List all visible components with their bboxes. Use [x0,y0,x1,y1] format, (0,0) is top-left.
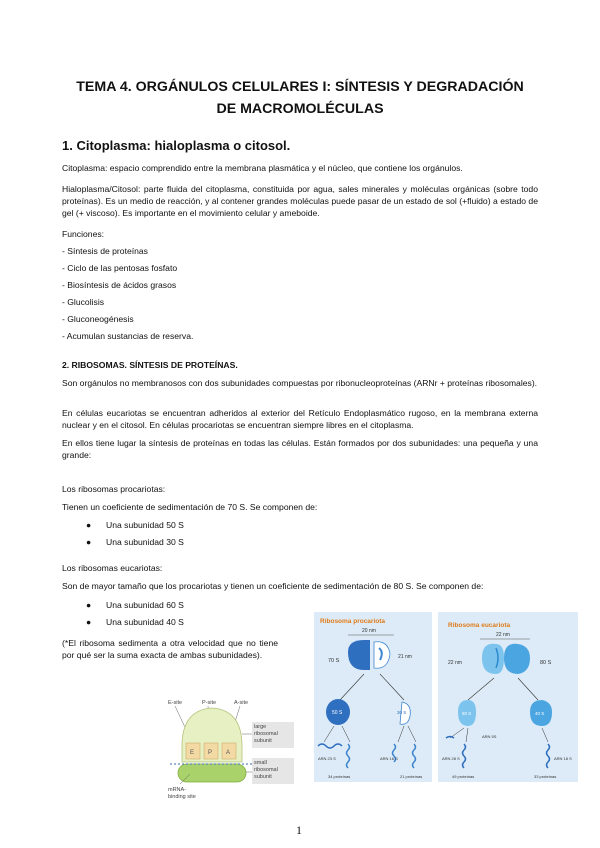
prok-large: 50 S [332,710,343,716]
note: (*El ribosoma sedimenta a otra velocidad que no tiene por qué ser la suma exacta de ambas subunidades). [62,638,278,660]
prok-text: Tienen un coeficiente de sedimentación de 70 S. Se componen de: [62,502,318,512]
small-subunit-shape [178,764,246,782]
list-item: ● Una subunidad 30 S [86,537,184,547]
euk-rna-large2: ARN 28 S [442,756,460,761]
p-site-label: P-site [202,700,217,706]
list-item: ● Una subunidad 50 S [86,520,184,530]
paragraph-localizacion: En células eucariotas se encuentran adheridos al exterior del Retículo Endoplasmático rugoso, en la membrana externa nuclear y en el citosol. En células procariotas se encuentran siempre libres en el citoplasma. [62,408,538,430]
euk-rna-large1: ARN 5S [482,734,497,739]
funcion-item: - Síntesis de proteínas [62,246,148,256]
e-site-label: E-site [168,700,183,706]
page-number: 1 [296,823,302,837]
euk-whole: 80 S [540,660,552,666]
prok-whole: 70 S [328,658,340,664]
prok-small: 30 S [397,710,407,715]
funcion-item: - Glucolisis [62,297,105,307]
ribosome-sites-figure [160,698,300,808]
prok-rna-right: ARN 16 S [380,756,398,761]
paragraph-ribosomas: Son orgánulos no membranosos con dos subunidades compuestas por ribonucleoproteínas (ARNr + proteínas ribosomales). [62,378,538,388]
funcion-item: - Acumulan sustancias de reserva. [62,331,194,341]
paragraph-sintesis: En ellos tiene lugar la síntesis de proteínas en todas las células. Están formados por dos subunidades: una pequeña y una grande: [62,438,538,460]
page-title: TEMA 4. ORGÁNULOS CELULARES I: SÍNTESIS Y DEGRADACIÓN DE MACROMOLÉCULAS [76,79,524,117]
prok-label: Los ribosomas procariotas: [62,484,166,494]
euk-prot-left: 49 proteínas [452,774,475,779]
e-letter: E [190,750,195,756]
a-site-label: A-site [234,700,249,706]
prok-rna-left: ARN 23 S [318,756,336,761]
euk-title: Ribosoma eucariota [448,622,511,629]
prok-prot-left: 34 proteínas [328,774,351,779]
paragraph-citoplasma: Citoplasma: espacio comprendido entre la membrana plasmática y el núcleo, que contiene los orgánulos. [62,163,463,173]
euk-text: Son de mayor tamaño que los procariotas y tienen un coeficiente de sedimentación de 80 S. Se componen de: [62,581,484,591]
prok-height: 21 nm [398,654,412,660]
euk-prot-right: 33 proteínas [534,774,557,779]
paragraph-hialoplasma: Hialoplasma/Citosol: parte fluida del citoplasma, constituida por agua, sales minerales y moléculas orgánicas (sobre todo proteínas). Es un medio de reacción, y al contener grandes moléculas puede pasar de un estado de sol (+fluido) a estado de gel (+ viscoso). Es importante en el movimiento celular y ameboide. [62,184,538,218]
list-item: ● Una subunidad 40 S [86,617,184,627]
prok-prot-right: 21 proteínas [400,774,423,779]
euk-large: 60 S [462,711,472,716]
large-subunit-label: large ribosomal subunit [254,724,278,744]
funcion-item: - Biosíntesis de ácidos grasos [62,280,177,290]
section1-heading: 1. Citoplasma: hialoplasma o citosol. [62,138,291,153]
prok-width: 20 nm [362,628,376,634]
eukaryotic-ribosome-figure [438,612,578,782]
mrna-binding-label: mRNA-binding site [168,787,196,800]
funcion-item: - Gluconeogénesis [62,314,134,324]
p-letter: P [208,750,213,756]
list-item: ● Una subunidad 60 S [86,600,184,610]
prokaryotic-ribosome-figure [314,612,432,782]
a-letter: A [226,750,231,756]
euk-width: 22 nm [496,632,510,638]
section2-heading: 2. RIBOSOMAS. SÍNTESIS DE PROTEÍNAS. [62,360,238,370]
euk-label: Los ribosomas eucariotas: [62,563,163,573]
funciones-label: Funciones: [62,229,105,239]
prok-title: Ribosoma procariota [320,618,386,625]
euk-rna-small: ARN 18 S [554,756,572,761]
euk-height: 22 nm [448,660,462,666]
small-subunit-label: small ribosomal subunit [254,760,278,780]
euk-small: 40 S [535,711,545,716]
funcion-item: - Ciclo de las pentosas fosfato [62,263,178,273]
